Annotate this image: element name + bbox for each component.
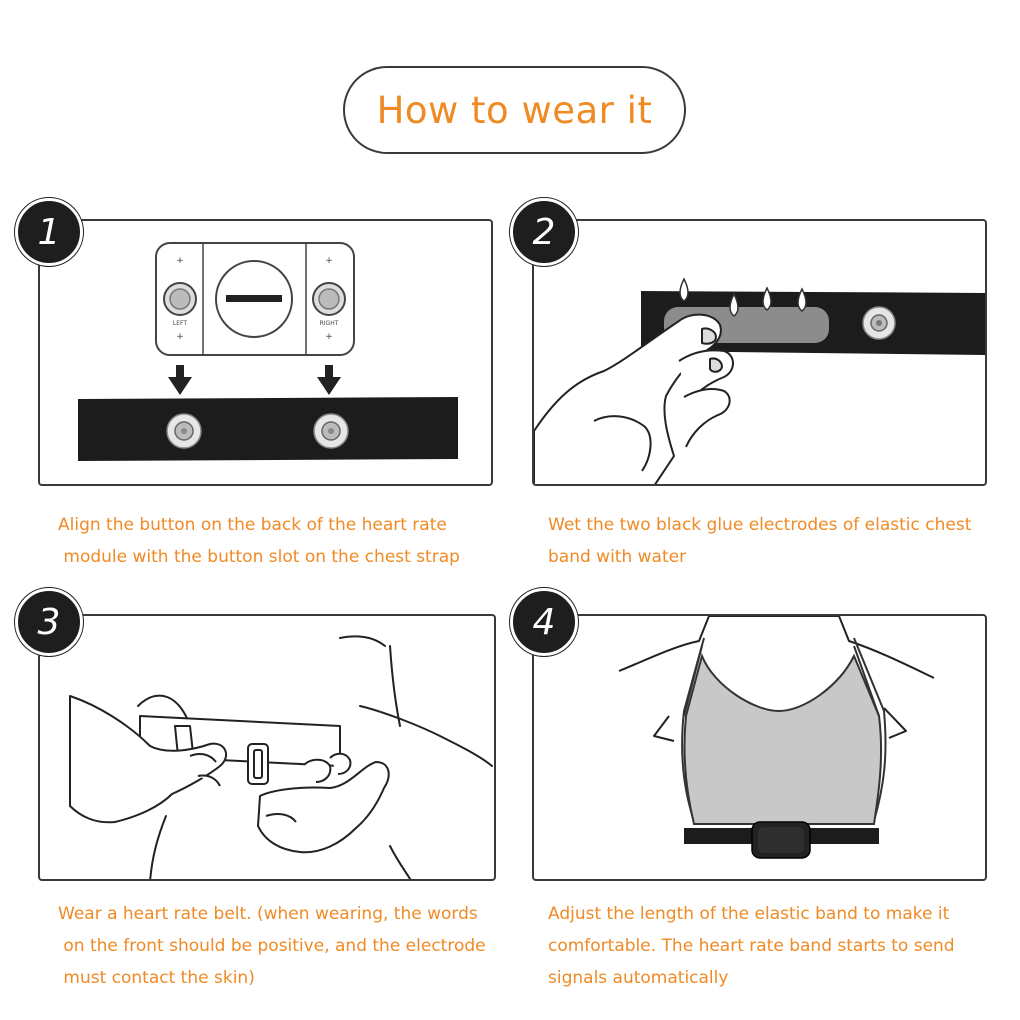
step-4-badge: [510, 588, 578, 656]
step-number: 3: [37, 601, 61, 643]
caption-line: Wear a heart rate belt. (when wearing, the words: [58, 904, 478, 924]
svg-text:+: +: [176, 332, 184, 342]
heart-rate-module: [156, 243, 354, 355]
svg-text:+: +: [325, 256, 333, 266]
step-2-panel: [532, 219, 987, 486]
title-pill: [343, 66, 686, 154]
down-arrow-icon: [317, 365, 341, 395]
module-left-label: LEFT: [172, 320, 188, 327]
caption-line: signals automatically: [548, 968, 729, 988]
step-1-badge: [15, 198, 83, 266]
step-2-illustration: [534, 221, 987, 486]
step-number: 2: [532, 211, 556, 253]
hand-illustration: [534, 315, 733, 486]
step-number: 1: [37, 211, 61, 253]
step-2-caption: [548, 509, 971, 573]
caption-line: band with water: [548, 547, 687, 567]
hand-illustration: [70, 696, 389, 852]
step-4-panel: [532, 614, 987, 881]
caption-line: Adjust the length of the elastic band to make it: [548, 904, 950, 924]
step-4-illustration: [534, 616, 987, 881]
module-right-label: RIGHT: [319, 320, 339, 327]
step-2-badge: [510, 198, 578, 266]
caption-line: on the front should be positive, and the electrode: [58, 936, 486, 956]
step-number: 4: [532, 601, 556, 643]
step-3-caption: [58, 898, 486, 994]
caption-line: Wet the two black glue electrodes of elastic chest: [548, 515, 972, 535]
svg-text:+: +: [176, 256, 184, 266]
svg-text:+: +: [325, 332, 333, 342]
step-3-illustration: [40, 616, 496, 881]
step-1-illustration: [40, 221, 493, 486]
page-title: How to wear it: [376, 88, 653, 132]
step-3-badge: [15, 588, 83, 656]
step-1-caption: [58, 509, 460, 573]
caption-line: comfortable. The heart rate band starts to send: [548, 936, 955, 956]
chest-strap: [684, 822, 879, 858]
caption-line: module with the button slot on the chest strap: [58, 547, 460, 567]
step-3-panel: [38, 614, 496, 881]
chest-strap: [78, 397, 458, 461]
down-arrow-icon: [168, 365, 192, 395]
caption-line: Align the button on the back of the heart rate: [58, 515, 447, 535]
step-4-caption: [548, 898, 955, 994]
caption-line: must contact the skin): [58, 968, 255, 988]
step-1-panel: [38, 219, 493, 486]
